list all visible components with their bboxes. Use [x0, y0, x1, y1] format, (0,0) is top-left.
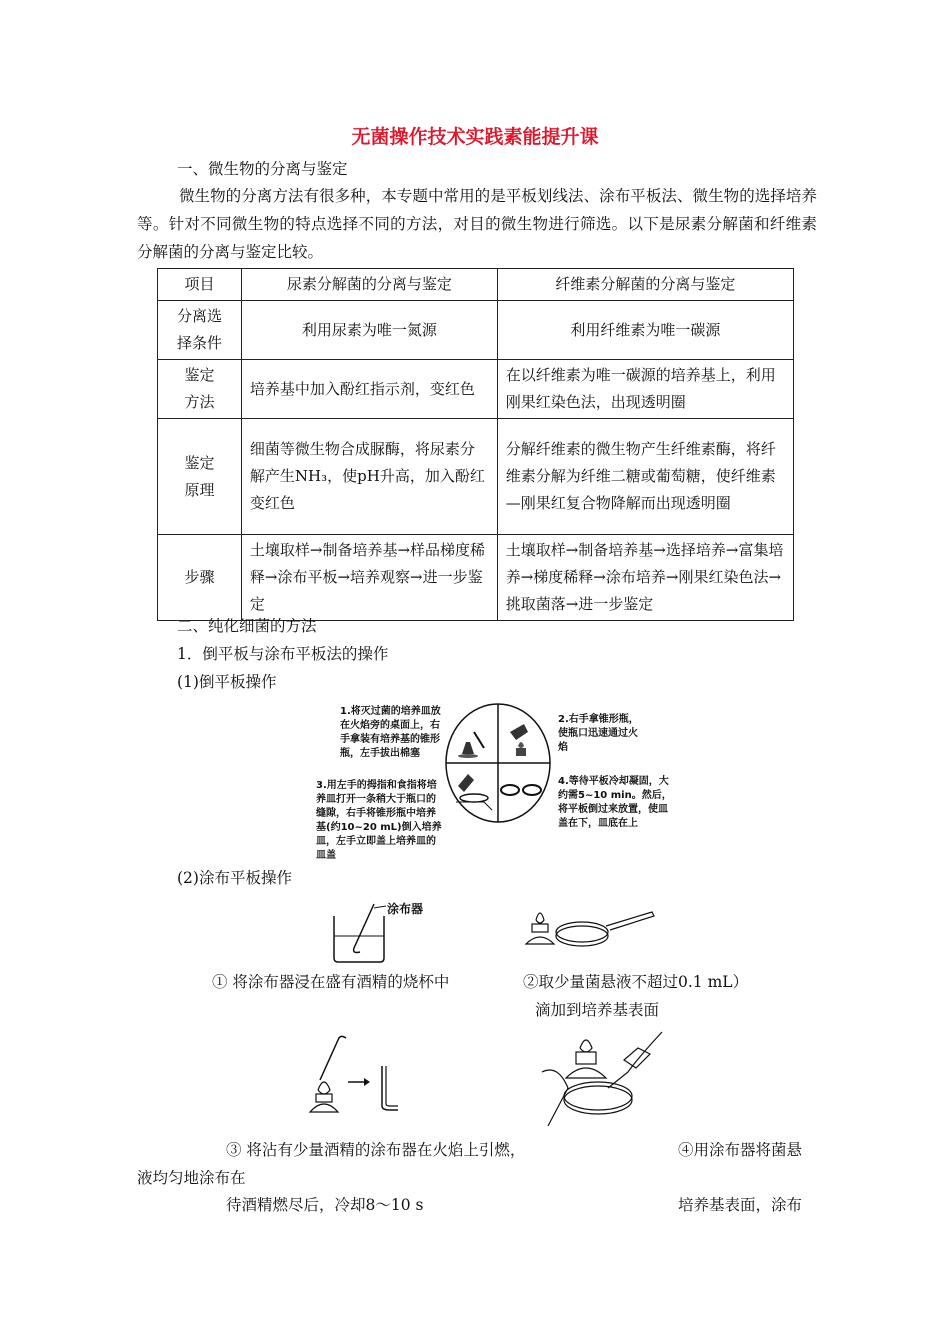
- caption-step4-line2: 液均匀地涂布在: [137, 1169, 246, 1187]
- caption-step2-line2: 滴加到培养基表面: [535, 1001, 660, 1019]
- table-cell-text: 鉴定方法: [184, 366, 215, 411]
- table-cell: 在以纤维素为唯一碳源的培养基上，利用刚果红染色法，出现透明圈: [497, 360, 793, 419]
- spread-on-plate-diagram: [538, 1028, 666, 1132]
- table-cell: [158, 360, 242, 419]
- table-cell: 利用纤维素为唯一碳源: [497, 301, 793, 360]
- drop-suspension-diagram: [522, 900, 658, 956]
- table-cell: 利用尿素为唯一氮源: [241, 301, 497, 360]
- caption-step1: ① 将涂布器浸在盛有酒精的烧杯中: [212, 973, 450, 991]
- table-cell-text: 鉴定原理: [184, 453, 215, 499]
- pour-step2-text: 2.右手拿锥形瓶，使瓶口迅速通过火焰: [558, 714, 639, 753]
- beaker-with-spreader-diagram: [330, 900, 390, 964]
- caption-step4-line1: ④用涂布器将菌悬: [678, 1141, 803, 1159]
- section1-heading: 一、微生物的分离与鉴定: [177, 160, 348, 178]
- table-header-cell: 纤维素分解菌的分离与鉴定: [497, 269, 793, 301]
- pour-step3-text: 3.用左手的拇指和食指将培养皿打开一条稍大于瓶口的缝隙，右手将锥形瓶中培养基(约10~20 mL)倒入培养皿，左手立即盖上培养皿的皿盖: [316, 780, 442, 861]
- spreader-label: 涂布器: [387, 902, 424, 916]
- table-header-cell: 项目: [158, 269, 242, 301]
- section2-heading: 二、纯化细菌的方法: [177, 617, 317, 635]
- pour-step4-text: 4.等待平板冷却凝固，大约需5~10 min。然后，将平板倒过来放置，使皿盖在下，皿底在上: [558, 776, 672, 829]
- table-cell: 土壤取样→制备培养基→样品梯度稀释→涂布平板→培养观察→进一步鉴定: [241, 535, 497, 621]
- caption-step3-line1: ③ 将沾有少量酒精的涂布器在火焰上引燃，: [226, 1141, 526, 1159]
- caption-step2-line1: ②取少量菌悬液不超过0.1 mL）: [523, 973, 749, 991]
- caption-step4-line3: 培养基表面，涂布: [678, 1196, 803, 1214]
- section1-intro: 微生物的分离方法有很多种，本专题中常用的是平板划线法、涂布平板法、微生物的选择培养等。针对不同微生物的特点选择不同的方法，对目的微生物进行筛选。以下是尿素分解菌和纤维素分解菌的分离与鉴定比较。: [137, 187, 817, 261]
- table-row: [158, 535, 794, 621]
- subheading-pour: (1)倒平板操作: [177, 673, 277, 691]
- table-header-row: [158, 269, 794, 301]
- table-cell-text: 分离选择条件: [176, 307, 222, 352]
- table-cell: 培养基中加入酚红指示剂，变红色: [241, 360, 497, 419]
- pour-step1-text: 1.将灭过菌的培养皿放在火焰旁的桌面上，右手拿装有培养基的锥形瓶，左手拔出棉塞: [340, 706, 441, 759]
- subheading-spread: (2)涂布平板操作: [177, 869, 292, 887]
- page-title: 无菌操作技术实践素能提升课: [351, 126, 599, 148]
- comparison-table: [157, 268, 794, 621]
- table-row: [158, 360, 794, 419]
- subheading-pour-spread: 1．倒平板与涂布平板法的操作: [177, 645, 389, 663]
- table-row: [158, 419, 794, 535]
- table-cell: 细菌等微生物合成脲酶，将尿素分解产生NH₃，使pH升高，加入酚红变红色: [241, 419, 497, 535]
- table-cell: [158, 301, 242, 360]
- table-cell: 步骤: [158, 535, 242, 621]
- table-cell: 土壤取样→制备培养基→选择培养→富集培养→梯度稀释→涂布培养→刚果红染色法→挑取菌落→进一步鉴定: [497, 535, 793, 621]
- table-cell: [158, 419, 242, 535]
- table-row: [158, 301, 794, 360]
- table-cell: 分解纤维素的微生物产生纤维素酶，将纤维素分解为纤维二糖或葡萄糖，使纤维素—刚果红复合物降解而出现透明圈: [497, 419, 793, 535]
- table-header-cell: 尿素分解菌的分离与鉴定: [241, 269, 497, 301]
- caption-step3-line2: 待酒精燃尽后，冷却8～10 s: [226, 1196, 424, 1214]
- pour-plate-diagram: [444, 702, 552, 824]
- flame-spreader-diagram: [308, 1030, 404, 1120]
